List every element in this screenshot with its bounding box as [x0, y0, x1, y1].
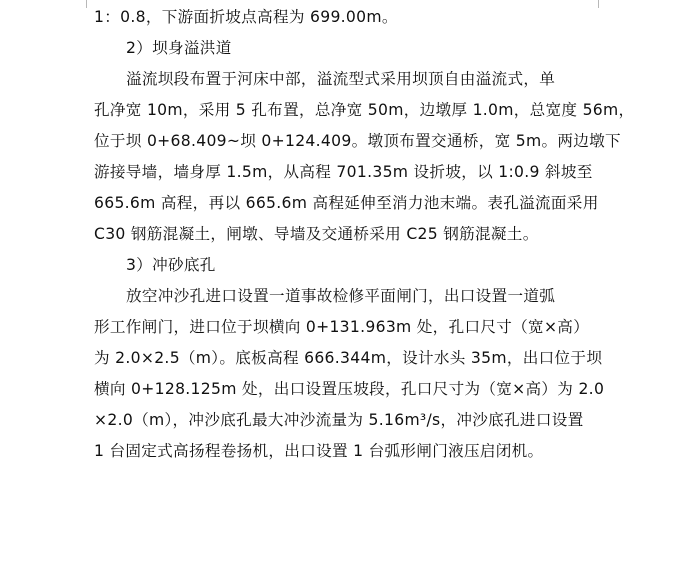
text-line: 形工作闸门，进口位于坝横向 0+131.963m 处，孔口尺寸（宽×高）	[94, 318, 590, 336]
text-line: ×2.0（m），冲沙底孔最大冲沙流量为 5.16m³/s，冲沙底孔进口设置	[94, 411, 584, 429]
section-heading-sand-flush-outlet: 3）冲砂底孔	[126, 256, 216, 274]
text-line: 溢流坝段布置于河床中部，溢流型式采用坝顶自由溢流式，单	[126, 70, 556, 88]
text-line: 游接导墙，墙身厚 1.5m，从高程 701.35m 设折坡，以 1:0.9 斜坡至	[94, 163, 593, 181]
text-line: 为 2.0×2.5（m）。底板高程 666.344m，设计水头 35m，出口位于坝	[94, 349, 603, 367]
text-line: 孔净宽 10m，采用 5 孔布置，总净宽 50m，边墩厚 1.0m，总宽度 56m，	[94, 101, 635, 119]
text-line: 665.6m 高程，再以 665.6m 高程延伸至消力池末端。表孔溢流面采用	[94, 194, 599, 212]
document-body	[94, 2, 635, 467]
text-line: 1：0.8，下游面折坡点高程为 699.00m。	[94, 8, 398, 26]
text-line: 横向 0+128.125m 处，出口设置压坡段，孔口尺寸为（宽×高）为 2.0	[94, 380, 605, 398]
page-margin-mark-left	[78, 0, 87, 8]
text-line: 放空冲沙孔进口设置一道事故检修平面闸门，出口设置一道弧	[126, 287, 556, 305]
text-line: C30 钢筋混凝土，闸墩、导墙及交通桥采用 C25 钢筋混凝土。	[94, 225, 539, 243]
page-margin-mark-right	[598, 0, 607, 8]
text-line: 位于坝 0+68.409~坝 0+124.409。墩顶布置交通桥，宽 5m。两边墩下	[94, 132, 621, 150]
section-heading-spillway: 2）坝身溢洪道	[126, 39, 232, 57]
text-line: 1 台固定式高扬程卷扬机，出口设置 1 台弧形闸门液压启闭机。	[94, 442, 544, 460]
